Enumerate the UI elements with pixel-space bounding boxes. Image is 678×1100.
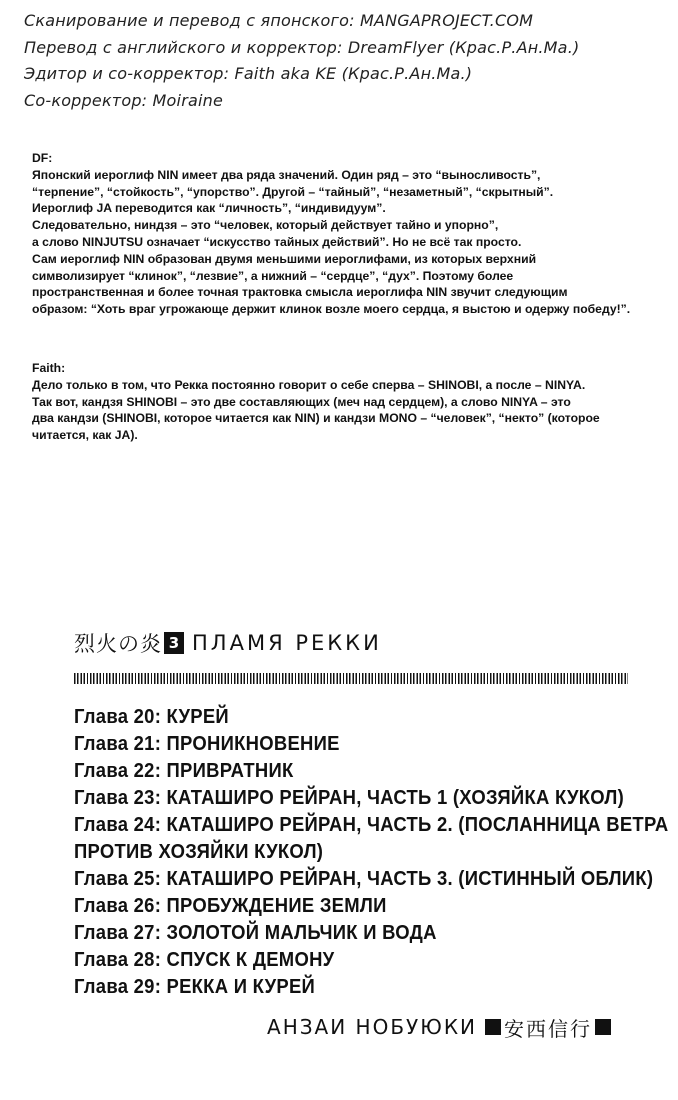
japanese-title: 烈火の炎	[74, 632, 162, 656]
table-of-contents	[74, 703, 669, 1000]
author-name-russian: АНЗАИ НОБУЮКИ	[267, 1015, 477, 1039]
note-line: Сам иероглиф NIN образован двумя меньшими иероглифами, из которых верхний	[32, 251, 537, 266]
note-line: Так вот, кандзя SHINOBI – это две составляющих (меч над сердцем), а слово NINYA – это	[32, 394, 571, 409]
note-line: читается, как JA).	[32, 428, 138, 443]
toc-entry: Глава 27: ЗОЛОТОЙ МАЛЬЧИК И ВОДА	[74, 921, 437, 944]
author-name-japanese: 安西信行	[504, 1016, 592, 1041]
toc-entry: Глава 24: КАТАШИРО РЕЙРАН, ЧАСТЬ 2. (ПОСЛАННИЦА ВЕТРА	[74, 813, 669, 836]
credit-line-translator: Перевод с английского и корректор: DreamFlyer (Крас.Р.Ан.Ма.)	[24, 37, 580, 57]
toc-entry: Глава 29: РЕККА И КУРЕЙ	[74, 975, 316, 998]
toc-entry: Глава 21: ПРОНИКНОВЕНИЕ	[74, 732, 340, 755]
note-line: символизирует “клинок”, “лезвие”, а нижний – “сердце”, “дух”. Поэтому более	[32, 268, 514, 283]
note-line: два кандзи (SHINOBI, которое читается как NIN) и кандзи MONO – “человек”, “некто” (которое	[32, 411, 600, 426]
note-line: Японский иероглиф NIN имеет два ряда значений. Один ряд – это “выносливость”,	[32, 167, 541, 182]
note-line: а слово NINJUTSU означает “искусство тайных действий”. Но не всё так просто.	[32, 234, 522, 249]
black-square-icon	[485, 1019, 501, 1035]
note-line: пространственная и более точная трактовка смысла иероглифа NIN звучит следующим	[32, 285, 568, 300]
note-line: Следовательно, ниндзя – это “человек, который действует тайно и упорно”,	[32, 218, 499, 233]
translation-credits	[24, 8, 664, 114]
toc-entry: Глава 26: ПРОБУЖДЕНИЕ ЗЕМЛИ	[74, 894, 387, 917]
toc-entry: Глава 23: КАТАШИРО РЕЙРАН, ЧАСТЬ 1 (ХОЗЯЙКА КУКОЛ)	[74, 786, 625, 809]
note-line: Иероглиф JA переводится как “личность”, “индивидуум”.	[32, 201, 386, 216]
translator-note-df	[32, 150, 658, 318]
decorative-divider	[74, 673, 628, 684]
russian-title: ПЛАМЯ РЕККИ	[192, 631, 382, 655]
credit-line-scan: Сканирование и перевод с японского: MANGAPROJECT.COM	[24, 11, 534, 30]
note-line: образом: “Хоть враг угрожающе держит клинок возле моего сердца, я выстою и одержу победу!”.	[32, 302, 631, 317]
black-square-icon	[595, 1019, 611, 1035]
toc-entry: Глава 28: СПУСК К ДЕМОНУ	[74, 948, 335, 971]
note-author: DF:	[32, 151, 53, 165]
translator-note-faith	[32, 360, 658, 444]
toc-entry: Глава 20: КУРЕЙ	[74, 705, 229, 728]
note-line: “терпение”, “стойкость”, “упорство”. Другой – “тайный”, “незаметный”, “скрытный”.	[32, 184, 554, 199]
toc-entry: Глава 25: КАТАШИРО РЕЙРАН, ЧАСТЬ 3. (ИСТИННЫЙ ОБЛИК)	[74, 867, 654, 890]
note-author: Faith:	[32, 361, 66, 375]
series-title	[74, 628, 382, 658]
note-line: Дело только в том, что Рекка постоянно говорит о себе сперва – SHINOBI, а после – NINYA.	[32, 377, 586, 392]
toc-entry: Глава 22: ПРИВРАТНИК	[74, 759, 294, 782]
volume-badge: 3	[164, 632, 184, 654]
credit-line-editor: Эдитор и со-корректор: Faith aka KE (Крас.Р.Ан.Ма.)	[24, 64, 473, 83]
credit-line-co-corrector: Со-корректор: Moiraine	[24, 90, 224, 110]
author-credit	[267, 1011, 614, 1043]
toc-entry: ПРОТИВ ХОЗЯЙКИ КУКОЛ)	[74, 840, 324, 863]
